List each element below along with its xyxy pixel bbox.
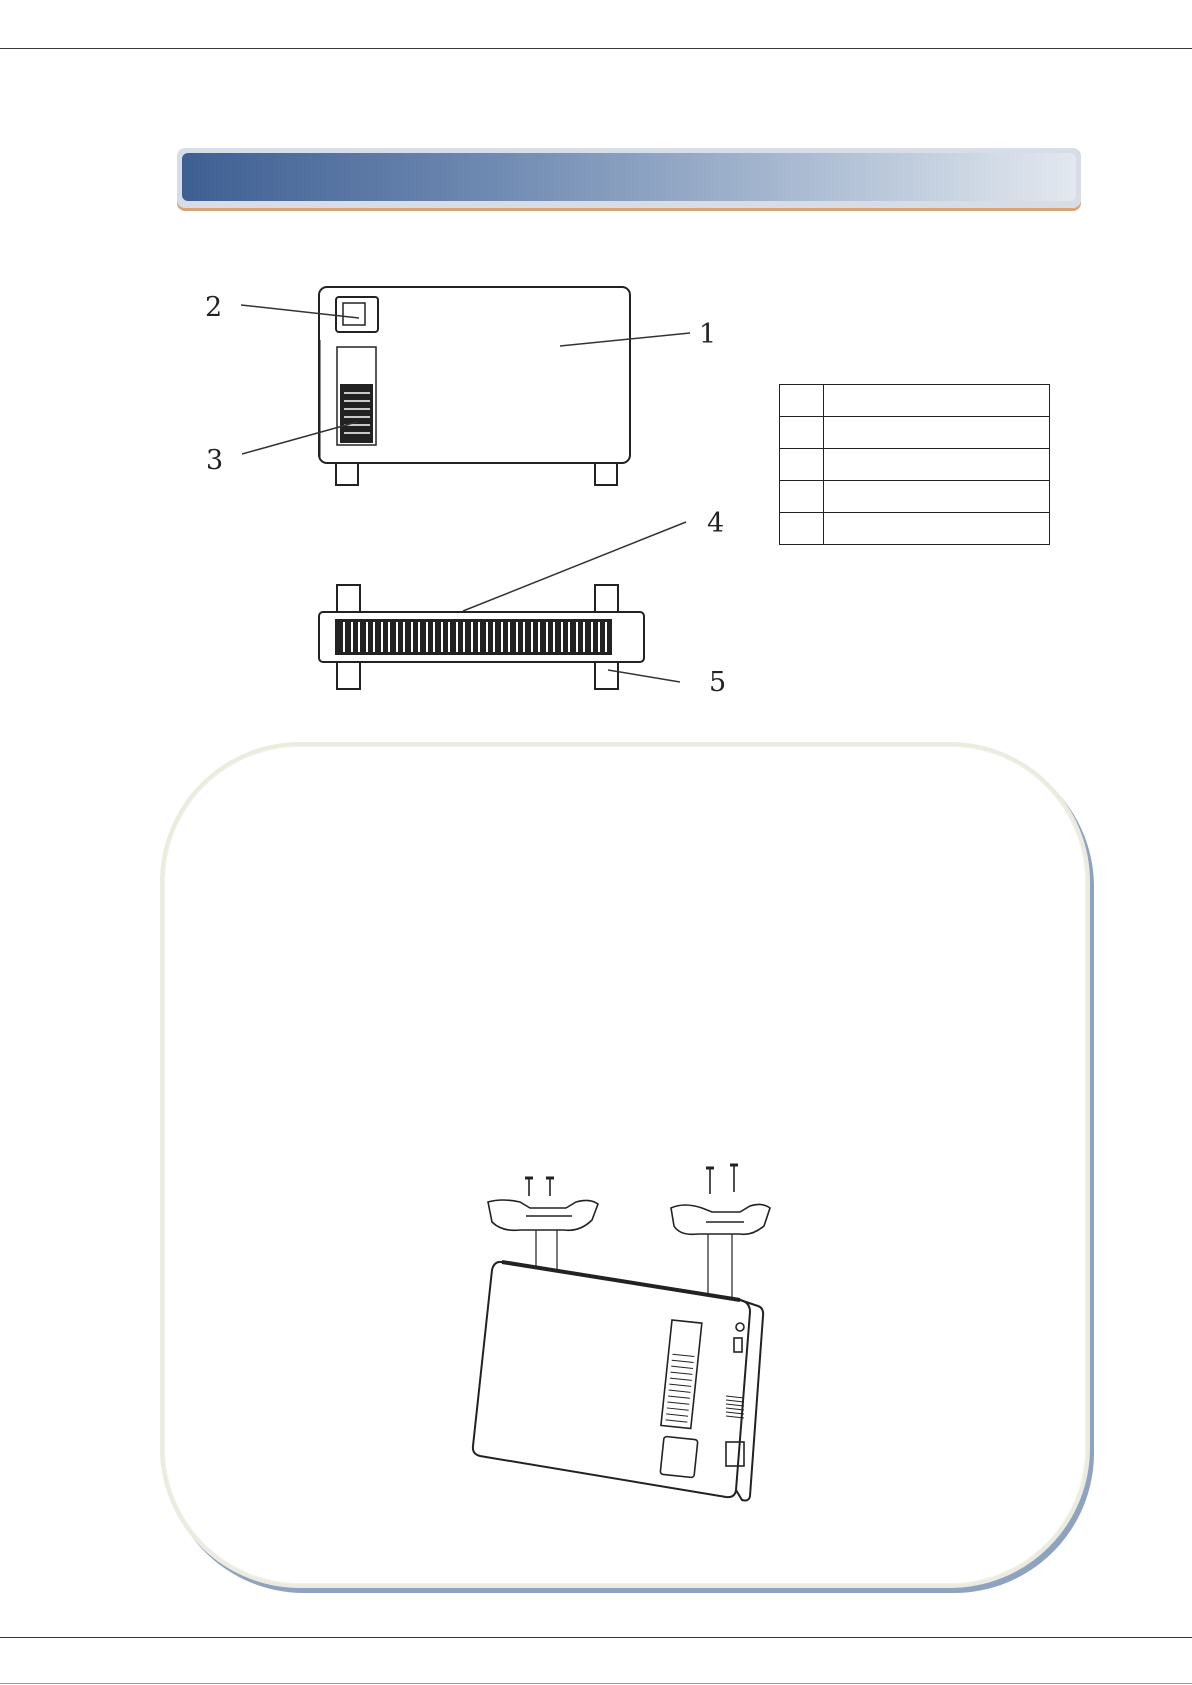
footer-rule-secondary: [0, 1683, 1192, 1684]
parts-diagram: [0, 0, 1192, 720]
bottom-view: [319, 585, 644, 689]
table-row: [780, 481, 1050, 513]
part-name-cell: [824, 513, 1050, 545]
bottom-foot-bottom-left: [337, 661, 360, 689]
callout-4: 4: [707, 508, 725, 539]
part-name-cell: [824, 449, 1050, 481]
front-foot-left: [336, 463, 358, 485]
part-name-cell: [824, 385, 1050, 417]
front-view: [319, 287, 630, 485]
part-number-cell: [780, 449, 824, 481]
part-name-cell: [824, 417, 1050, 449]
part-number-cell: [780, 513, 824, 545]
part-number-cell: [780, 417, 824, 449]
table-row: [780, 417, 1050, 449]
callout-3: 3: [206, 445, 224, 476]
table-row: [780, 385, 1050, 417]
bottom-foot-top-left: [337, 585, 360, 613]
screw-icon: [706, 1165, 738, 1194]
table-row: [780, 513, 1050, 545]
part-number-cell: [780, 481, 824, 513]
screw-icon: [525, 1178, 554, 1196]
bottom-foot-bottom-right: [595, 661, 618, 689]
table-row: [780, 449, 1050, 481]
callout-1: 1: [699, 319, 717, 350]
feet-installation-illustration: [440, 1150, 800, 1510]
right-foot-part: [671, 1204, 770, 1234]
parts-table: [779, 384, 1050, 545]
heater-body: [473, 1262, 750, 1497]
control-display: [343, 303, 365, 325]
front-foot-right: [595, 463, 617, 485]
footer-rule: [0, 1637, 1192, 1638]
left-foot-part: [488, 1200, 598, 1230]
bottom-foot-top-right: [595, 585, 618, 613]
part-name-cell: [824, 481, 1050, 513]
callout-5: 5: [709, 667, 727, 698]
callout-2: 2: [205, 292, 223, 323]
part-number-cell: [780, 385, 824, 417]
